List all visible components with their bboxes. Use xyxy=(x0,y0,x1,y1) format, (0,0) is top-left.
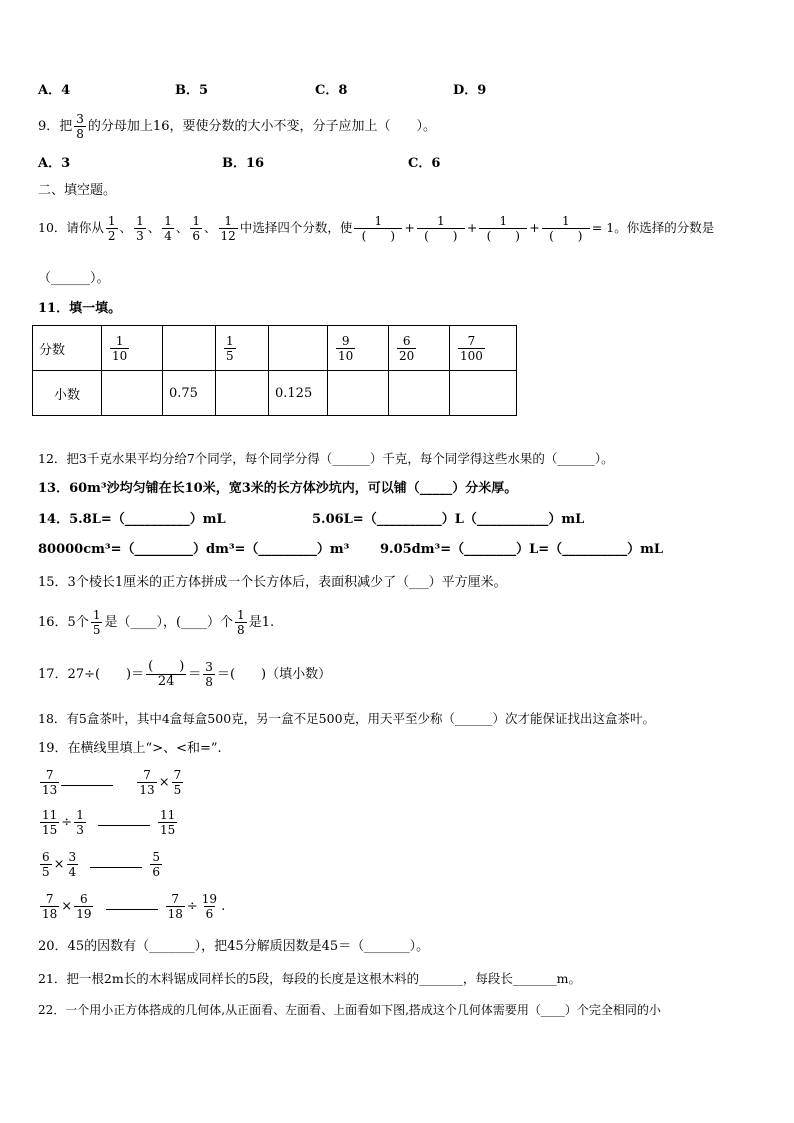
q11-cell xyxy=(216,371,269,416)
question-22: 22．一个用小正方体搭成的几何体,从正面看、左面看、上面看如下图,搭成这个几何体需要用（____）个完全相同的小 xyxy=(38,1003,661,1017)
q9-prefix: 9．把 xyxy=(38,119,73,134)
question-12: 12．把3千克水果平均分给7个同学，每个同学分得（______）千克，每个同学得这些水果的（______）。 xyxy=(38,451,614,466)
q11-table xyxy=(32,325,517,416)
q11-decimal-row xyxy=(33,371,517,416)
q11-cell xyxy=(269,326,328,371)
q11-cell xyxy=(102,371,163,416)
question-18: 18．有5盒茶叶，其中4盒每盒500克，另一盒不足500克，用天平至少称（______）次才能保证找出这盒茶叶。 xyxy=(38,711,656,726)
q11-row-header: 分数 xyxy=(33,326,102,371)
q11-cell xyxy=(163,326,216,371)
q19-row-2: $\frac{11}{15}$ ÷ $\frac{1}{3}$ $\frac{11}{15}$ xyxy=(42,808,176,837)
q11-cell: 0.125 xyxy=(269,371,328,416)
q11-cell: $\frac{9}{10}$ xyxy=(328,326,389,371)
q11-fraction-row xyxy=(33,326,517,371)
q19-row-3: $\frac{6}{5}$ × $\frac{3}{4}$ $\frac{5}{6}$ xyxy=(42,850,160,879)
q11-cell xyxy=(328,371,389,416)
question-9 xyxy=(38,112,436,141)
question-20: 20．45的因数有（_______），把45分解质因数是45＝（_______）。 xyxy=(38,939,430,954)
q8-option-c: C．8 xyxy=(315,83,348,98)
question-17: 17．27÷( )＝ ( ) 24 ＝ $\frac{3}{8}$ ＝( )（填小数） xyxy=(38,659,332,689)
q9-fraction: $\frac{3}{8}$ xyxy=(76,112,84,141)
question-15: 15．3个棱长1厘米的正方体拼成一个长方体后，表面积减少了（___）平方厘米。 xyxy=(38,575,507,590)
question-14-part-d: 9.05dm³=（________）L=（__________）mL xyxy=(380,542,664,557)
q11-row-header: 小数 xyxy=(33,371,102,416)
q19-row-1: $\frac{7}{13}$ $\frac{7}{13}$ × $\frac{7}{5}$ xyxy=(42,768,182,797)
q8-option-d: D．9 xyxy=(453,83,487,98)
question-10: 10．请你从 $\frac{1}{2}$ 、 $\frac{1}{3}$ 、 $\frac{1}{4}$ 、 $\frac{1}{6}$ 、 $\frac{1}{12}$ 中选择四个分数，使 1 ( ) + 1 ( ) + 1 ( ) + 1 ( ) = 1。你选择的分数是 xyxy=(38,214,715,243)
q11-cell: $\frac{1}{5}$ xyxy=(216,326,269,371)
q9-option-a: A．3 xyxy=(38,156,71,171)
q11-cell: $\frac{1}{10}$ xyxy=(102,326,163,371)
q11-cell: 0.75 xyxy=(163,371,216,416)
q11-cell: $\frac{6}{20}$ xyxy=(389,326,450,371)
q10-answer-line: （______）。 xyxy=(38,271,110,286)
question-16: 16．5个 $\frac{1}{5}$ 是（____），(____）个 $\frac{1}{8}$ 是1. xyxy=(38,608,275,637)
q9-suffix: 的分母加上16，要使分数的大小不变，分子应加上（ ）。 xyxy=(87,119,436,134)
q8-option-a: A．4 xyxy=(38,83,71,98)
question-13: 13．60m³沙均匀铺在长10米，宽3米的长方体沙坑内，可以铺（_____）分米厚。 xyxy=(38,481,518,496)
question-14-part-b: 5.06L=（__________）L（___________）mL xyxy=(312,512,585,527)
q19-title: 19．在横线里填上“>、<和=”. xyxy=(38,741,222,756)
q11-cell xyxy=(450,371,517,416)
q11-cell: $\frac{7}{100}$ xyxy=(450,326,517,371)
question-21: 21．把一根2m长的木料锯成同样长的5段，每段的长度是这根木料的_______，每段长_______m。 xyxy=(38,971,582,986)
section-title-fill-in: 二、填空题。 xyxy=(38,183,117,198)
question-14-part-a: 14．5.8L=（__________）mL xyxy=(38,512,226,527)
q19-row-4: $\frac{7}{18}$ × $\frac{6}{19}$ $\frac{7}{18}$ ÷ $\frac{19}{6}$ . xyxy=(42,892,226,921)
q8-option-b: B．5 xyxy=(175,83,209,98)
q9-option-c: C．6 xyxy=(408,156,441,171)
q9-option-b: B．16 xyxy=(222,156,265,171)
q11-cell xyxy=(389,371,450,416)
question-14-part-c: 80000cm³=（_________）dm³=（_________）m³ xyxy=(38,542,350,557)
q11-title: 11．填一填。 xyxy=(38,301,122,316)
